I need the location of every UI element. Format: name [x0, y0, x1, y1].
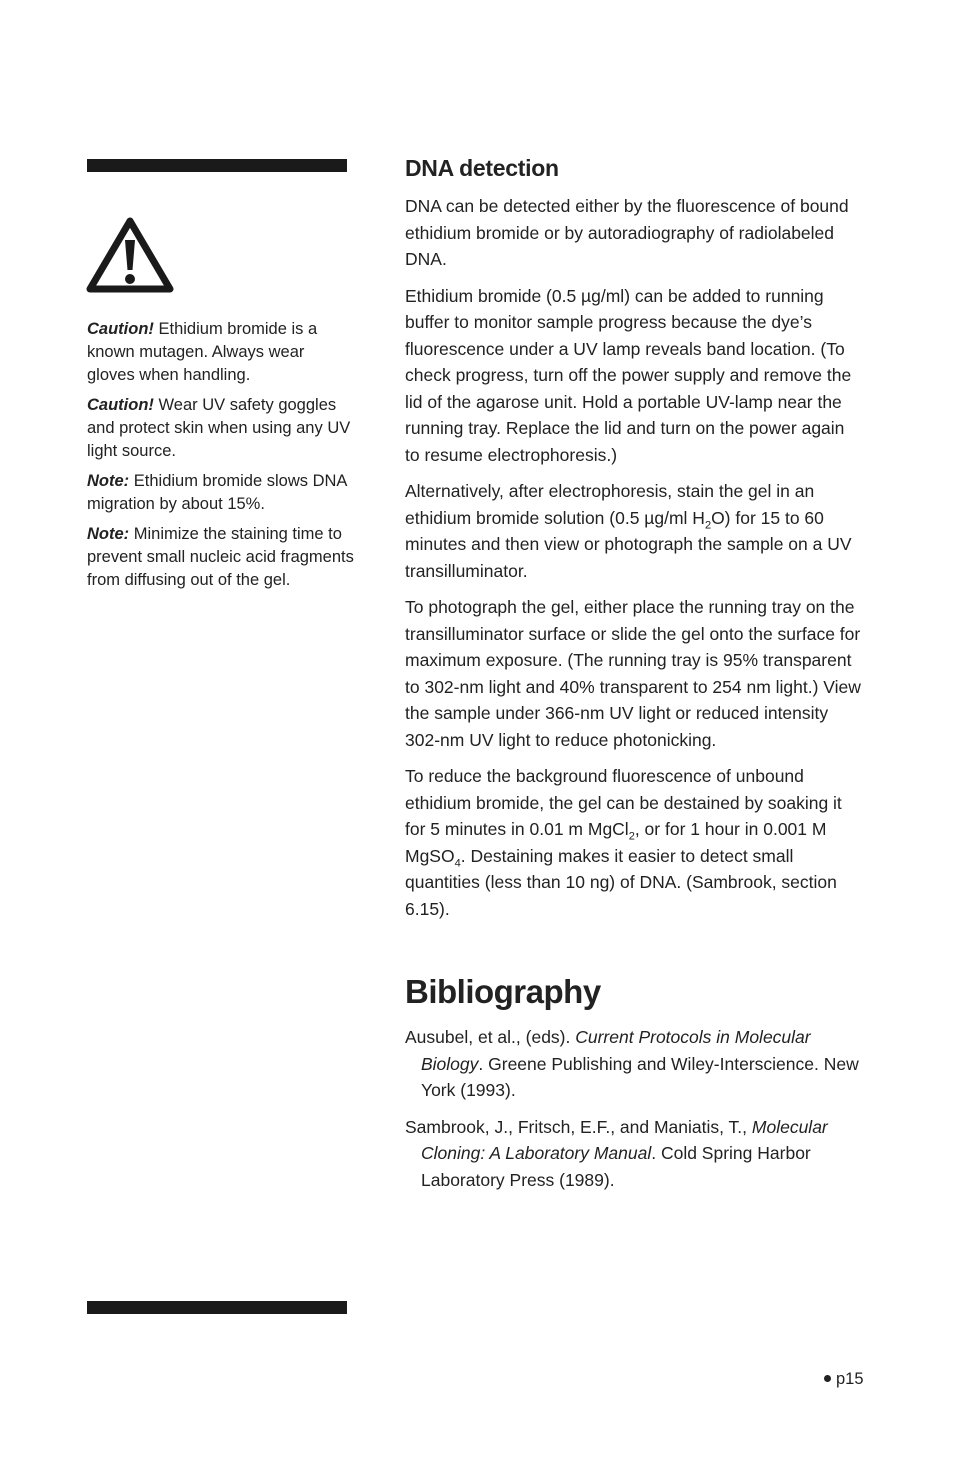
bullet-icon [824, 1375, 831, 1382]
bottom-rule [87, 1301, 347, 1314]
paragraph: Ethidium bromide (0.5 µg/ml) can be added to running buffer to monitor sample progress because the dye’s fluorescence under a UV lamp reveals band location. (To check progress, turn off the power supply and remove the lid of the agarose unit. Hold a portable UV-lamp near the running tray. Replace the lid and turn on the power again to resume electrophoresis.) [405, 285, 852, 465]
top-rule [87, 159, 347, 172]
paragraph: To reduce the background fluorescence of unbound ethidium bromide, the gel can be destained by soaking it for 5 minutes in 0.01 m MgCl$_2$, or for 1 hour in 0.001 M MgSO$_4$. Destaining makes it easier to detect small quantities (less than 10 ng) of DNA. (Sambrook, section 6.15). [405, 766, 842, 919]
warning-icon [86, 216, 174, 294]
paragraph: Alternatively, after electrophoresis, stain the gel in an ethidium bromide solution (0.5 µg/ml $H_2O$) for 15 to 60 minutes and then view or photograph the sample on a UV transilluminator. [405, 481, 852, 581]
note: Note: Ethidium bromide slows DNA migration by about 15%. [87, 472, 347, 513]
paragraph: To photograph the gel, either place the running tray on the transilluminator surface or slide the gel onto the surface for maximum exposure. (The running tray is 95% transparent to 302-nm light and 40% transparent to 254 nm light.) View the sample under 366-nm UV light or reduced intensity 302-nm UV light to reduce photonicking. [405, 597, 861, 750]
bibliography-entry: Sambrook, J., Fritsch, E.F., and Maniatis, T., Molecular Cloning: A Laboratory Manual. Cold Spring Harbor Laboratory Press (1989). [405, 1116, 828, 1190]
caution-note: Caution! Wear UV safety goggles and protect skin when using any UV light source. [87, 396, 351, 460]
dna-detection-heading: DNA detection [405, 155, 559, 181]
sidebar-notes [87, 318, 355, 599]
page-number: p15 [824, 1368, 864, 1390]
paragraph: DNA can be detected either by the fluorescence of bound ethidium bromide or by autoradiography of radiolabeled DNA. [405, 196, 849, 269]
bibliography-entry: Ausubel, et al., (eds). Current Protocols in Molecular Biology. Greene Publishing and Wiley-Interscience. New York (1993). [405, 1027, 859, 1100]
main-content [405, 153, 863, 1203]
caution-note: Caution! Ethidium bromide is a known mutagen. Always wear gloves when handling. [87, 320, 318, 384]
note: Note: Minimize the staining time to prevent small nucleic acid fragments from diffusing out of the gel. [87, 525, 354, 589]
bibliography-heading: Bibliography [405, 973, 601, 1010]
